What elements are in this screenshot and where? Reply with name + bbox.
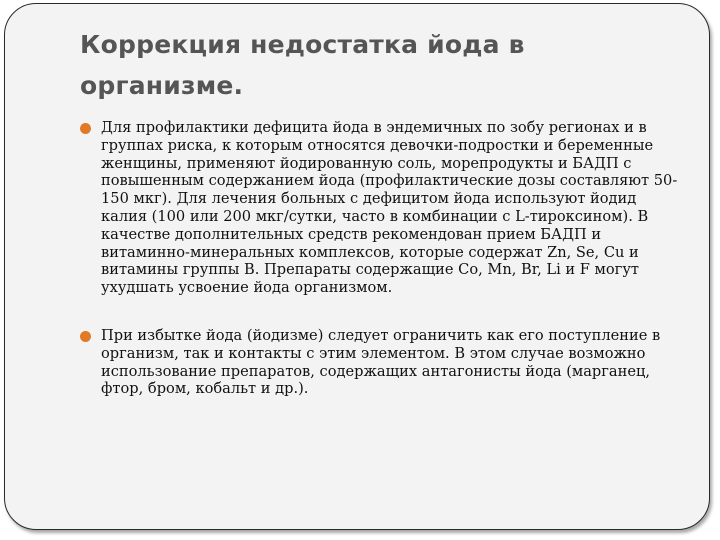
bullet-list: [80, 119, 685, 398]
bullet-text: Для профилактики дефицита йода в эндемичных по зобу регионах и в группах риска, к которым относятся девочки-подростки и беременные женщины, применяют йодированную соль, морепродукты и БАДП с повышенным содержанием йода (профилактические дозы составляют 50-150 мкг). Для лечения больных с дефицитом йода используют йодид калия (100 или 200 мкг/сутки, часто в комбинации с L-тироксином). В качестве дополнительных средств рекомендован прием БАДП и витаминно-минеральных комплексов, которые содержат Zn, Se, Cu и витамины группы B. Препараты содержащие Co, Mn, Br, Li и F могут ухудшать усвоение йода организмом.: [101, 119, 678, 297]
bullet-dot-icon: [80, 123, 91, 134]
bullet-dot-icon: [80, 331, 91, 342]
bullet-text: При избытке йода (йодизме) следует ограничить как его поступление в организм, так и контакты с этим элементом. В этом случае возможно использование препаратов, содержащих антагонисты йода (марганец, фтор, бром, кобальт и др.).: [101, 326, 661, 398]
bullet-item-prevention: [80, 119, 685, 297]
bullet-item-excess: [80, 327, 685, 398]
slide-title: Коррекция недостатка йода в организме.: [80, 30, 525, 100]
